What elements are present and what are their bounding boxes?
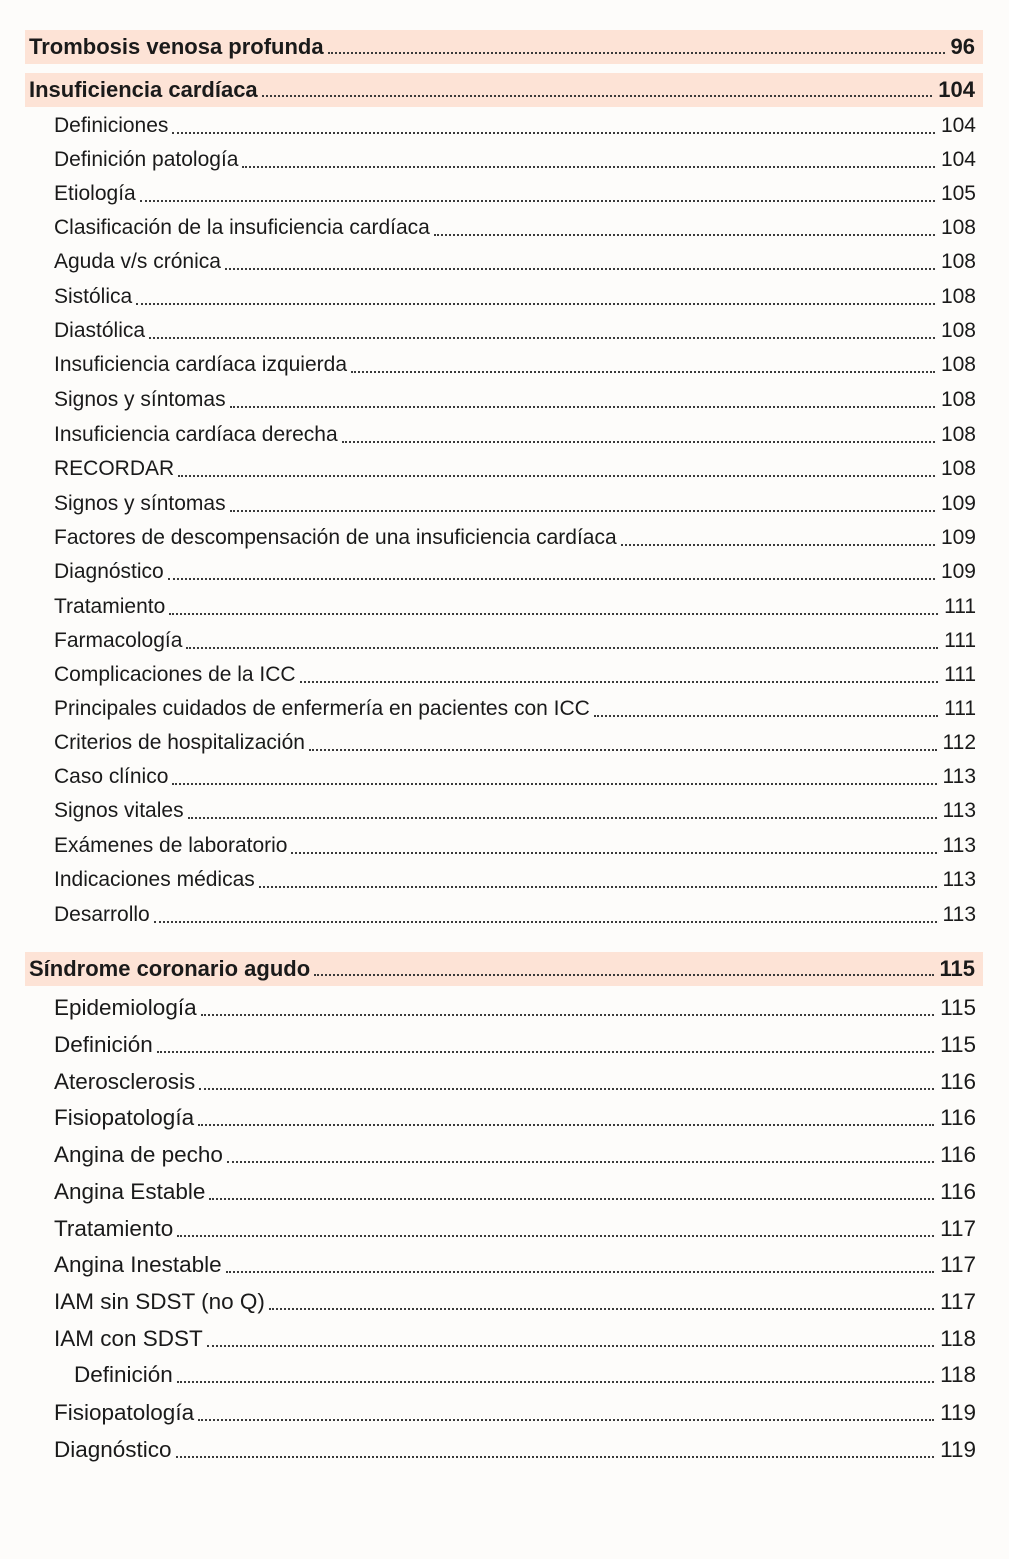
toc-section-page: 96 — [950, 34, 975, 59]
toc-section-page: 104 — [938, 77, 975, 102]
toc-entry-title: Aterosclerosis — [54, 1069, 196, 1094]
toc-entry-page: 117 — [940, 1289, 976, 1314]
toc-entry-title: Fisiopatología — [54, 1105, 195, 1130]
toc-entry-title: Definición — [54, 1032, 153, 1057]
toc-entry[interactable] — [54, 692, 976, 726]
toc-entry-page: 105 — [940, 182, 976, 205]
dot-leader — [188, 817, 937, 819]
toc-entry[interactable] — [54, 1101, 976, 1135]
toc-entry-page: 108 — [940, 353, 976, 376]
toc-entry-page: 111 — [944, 663, 976, 686]
dot-leader — [172, 132, 935, 134]
toc-entry[interactable] — [54, 1175, 976, 1209]
toc-entry[interactable] — [54, 726, 976, 760]
dot-leader — [157, 1051, 934, 1053]
toc-section-page: 115 — [939, 956, 975, 981]
toc-entry-page: 117 — [940, 1216, 976, 1241]
toc-entry-title: IAM sin SDST (no Q) — [54, 1289, 265, 1314]
toc-entry-title: Etiología — [54, 182, 136, 205]
toc-entry[interactable] — [54, 898, 976, 932]
toc-entry-title: Fisiopatología — [54, 1400, 195, 1425]
toc-entry-title: Indicaciones médicas — [54, 868, 255, 891]
toc-entry-page: 112 — [942, 731, 976, 754]
toc-entry-title: Tratamiento — [54, 1216, 174, 1241]
toc-entry-page: 113 — [942, 868, 976, 891]
toc-section-title: Trombosis venosa profunda — [29, 34, 324, 59]
toc-entry[interactable] — [54, 143, 976, 177]
dot-leader — [154, 921, 937, 923]
toc-entry-page: 116 — [940, 1179, 976, 1204]
toc-entry-page: 104 — [940, 148, 976, 171]
toc-entry-page: 108 — [940, 319, 976, 342]
toc-entry-title: Caso clínico — [54, 765, 169, 788]
toc-entry-title: IAM con SDST — [54, 1326, 203, 1351]
toc-entry[interactable] — [54, 211, 976, 245]
toc-entry[interactable] — [54, 348, 976, 382]
toc-entry-page: 111 — [944, 629, 976, 652]
dot-leader — [209, 1198, 934, 1200]
toc-entry-title: Signos y síntomas — [54, 492, 226, 515]
dot-leader — [225, 268, 935, 270]
toc-entry-page: 108 — [940, 457, 976, 480]
toc-entry-title: Signos y síntomas — [54, 388, 226, 411]
toc-entry[interactable] — [54, 314, 976, 348]
dot-leader — [621, 544, 935, 546]
toc-entry-page: 108 — [940, 388, 976, 411]
dot-leader — [207, 1345, 934, 1347]
dot-leader — [259, 886, 937, 888]
toc-entry[interactable] — [54, 794, 976, 828]
toc-entry-page: 116 — [940, 1142, 976, 1167]
toc-entry-title: Complicaciones de la ICC — [54, 663, 296, 686]
dot-leader — [176, 1456, 935, 1458]
dot-leader — [230, 510, 935, 512]
toc-entry[interactable] — [54, 863, 976, 897]
toc-entry[interactable] — [54, 521, 976, 555]
toc-entry-page: 113 — [942, 765, 976, 788]
toc-section-header[interactable] — [25, 952, 983, 986]
dot-leader — [172, 783, 936, 785]
toc-entry[interactable] — [54, 280, 976, 314]
dot-leader — [177, 1381, 934, 1383]
toc-entry[interactable] — [54, 991, 976, 1025]
dot-leader — [300, 681, 938, 683]
toc-entry-title: Angina Estable — [54, 1179, 206, 1204]
dot-leader — [351, 371, 935, 373]
toc-entry-title: Farmacología — [54, 629, 183, 652]
toc-entry[interactable] — [54, 1248, 976, 1282]
toc-entry-title: Insuficiencia cardíaca derecha — [54, 423, 338, 446]
toc-entry-title: Criterios de hospitalización — [54, 731, 305, 754]
toc-section-header[interactable] — [25, 30, 983, 64]
toc-entry-title: Definición patología — [54, 148, 239, 171]
toc-entry-page: 115 — [940, 1032, 976, 1057]
toc-entry-title: Tratamiento — [54, 595, 166, 618]
dot-leader — [169, 613, 938, 615]
toc-entry-page: 117 — [940, 1252, 976, 1277]
toc-entry-page: 109 — [940, 560, 976, 583]
toc-entry-page: 118 — [940, 1326, 976, 1351]
dot-leader — [177, 1235, 934, 1237]
dot-leader — [594, 715, 938, 717]
dot-leader — [149, 337, 935, 339]
dot-leader — [242, 166, 934, 168]
toc-entry-title: Desarrollo — [54, 903, 150, 926]
toc-entry[interactable] — [54, 624, 976, 658]
dot-leader — [178, 475, 935, 477]
toc-entry-page: 113 — [942, 834, 976, 857]
toc-entry-page: 109 — [940, 492, 976, 515]
toc-entry[interactable] — [54, 1396, 976, 1430]
toc-section-title: Síndrome coronario agudo — [29, 956, 311, 981]
toc-entry-title: Factores de descompensación de una insuficiencia cardíaca — [54, 526, 617, 549]
toc-entry[interactable] — [54, 829, 976, 863]
toc-entry-title: Principales cuidados de enfermería en pacientes con ICC — [54, 697, 590, 720]
toc-subentry[interactable] — [74, 1358, 976, 1392]
toc-entry[interactable] — [54, 109, 976, 143]
toc-entry-title: Angina Inestable — [54, 1252, 222, 1277]
toc-entry-page: 111 — [944, 595, 976, 618]
toc-entry[interactable] — [54, 1433, 976, 1467]
toc-entry[interactable] — [54, 245, 976, 279]
toc-entry-page: 119 — [940, 1437, 976, 1462]
toc-entry-title: Exámenes de laboratorio — [54, 834, 288, 857]
dot-leader — [262, 95, 933, 97]
toc-entry-page: 115 — [940, 995, 976, 1020]
toc-entry[interactable] — [54, 418, 976, 452]
dot-leader — [328, 52, 945, 54]
dot-leader — [136, 303, 935, 305]
toc-entry-title: Diagnóstico — [54, 560, 164, 583]
dot-leader — [201, 1014, 935, 1016]
toc-entry-page: 111 — [944, 697, 976, 720]
toc-section-title: Insuficiencia cardíaca — [29, 77, 258, 102]
toc-entry-page: 116 — [940, 1069, 976, 1094]
toc-entry-page: 116 — [940, 1105, 976, 1130]
toc-entry-title: Definición — [74, 1362, 173, 1387]
dot-leader — [168, 578, 935, 580]
toc-entry[interactable] — [54, 383, 976, 417]
dot-leader — [314, 974, 933, 976]
dot-leader — [226, 1271, 934, 1273]
dot-leader — [230, 406, 935, 408]
toc-entry[interactable] — [54, 1322, 976, 1356]
dot-leader — [199, 1088, 934, 1090]
toc-entry-page: 109 — [940, 526, 976, 549]
dot-leader — [227, 1161, 934, 1163]
toc-entry-page: 108 — [940, 423, 976, 446]
toc-entry[interactable] — [54, 658, 976, 692]
toc-entry-title: Diagnóstico — [54, 1437, 172, 1462]
dot-leader — [140, 200, 935, 202]
toc-entry-page: 108 — [940, 285, 976, 308]
dot-leader — [342, 441, 935, 443]
toc-entry[interactable] — [54, 1065, 976, 1099]
toc-entry-page: 104 — [940, 114, 976, 137]
toc-entry[interactable] — [54, 1212, 976, 1246]
toc-entry-page: 113 — [942, 799, 976, 822]
toc-entry-title: Angina de pecho — [54, 1142, 223, 1167]
toc-entry[interactable] — [54, 177, 976, 211]
toc-entry[interactable] — [54, 487, 976, 521]
toc-entry-title: Clasificación de la insuficiencia cardíaca — [54, 216, 430, 239]
dot-leader — [291, 852, 936, 854]
toc-entry-title: Epidemiología — [54, 995, 197, 1020]
toc-entry[interactable] — [54, 555, 976, 589]
toc-entry-page: 119 — [940, 1400, 976, 1425]
dot-leader — [198, 1124, 934, 1126]
toc-entry-page: 108 — [940, 216, 976, 239]
toc-entry-title: Diastólica — [54, 319, 146, 342]
toc-entry-page: 113 — [942, 903, 976, 926]
toc-section-header[interactable] — [25, 73, 983, 107]
toc-entry[interactable] — [54, 1138, 976, 1172]
toc-entry-title: RECORDAR — [54, 457, 175, 480]
toc-entry-title: Signos vitales — [54, 799, 184, 822]
dot-leader — [186, 647, 938, 649]
toc-entry-title: Sistólica — [54, 285, 133, 308]
dot-leader — [434, 234, 935, 236]
toc-entry-title: Definiciones — [54, 114, 169, 137]
toc-entry-page: 108 — [940, 250, 976, 273]
dot-leader — [198, 1419, 934, 1421]
toc-entry-title: Aguda v/s crónica — [54, 250, 221, 273]
toc-entry[interactable] — [54, 1028, 976, 1062]
dot-leader — [269, 1308, 934, 1310]
toc-entry[interactable] — [54, 1285, 976, 1319]
toc-entry[interactable] — [54, 452, 976, 486]
toc-entry[interactable] — [54, 590, 976, 624]
dot-leader — [309, 749, 937, 751]
toc-entry[interactable] — [54, 760, 976, 794]
toc-entry-page: 118 — [940, 1362, 976, 1387]
toc-entry-title: Insuficiencia cardíaca izquierda — [54, 353, 347, 376]
